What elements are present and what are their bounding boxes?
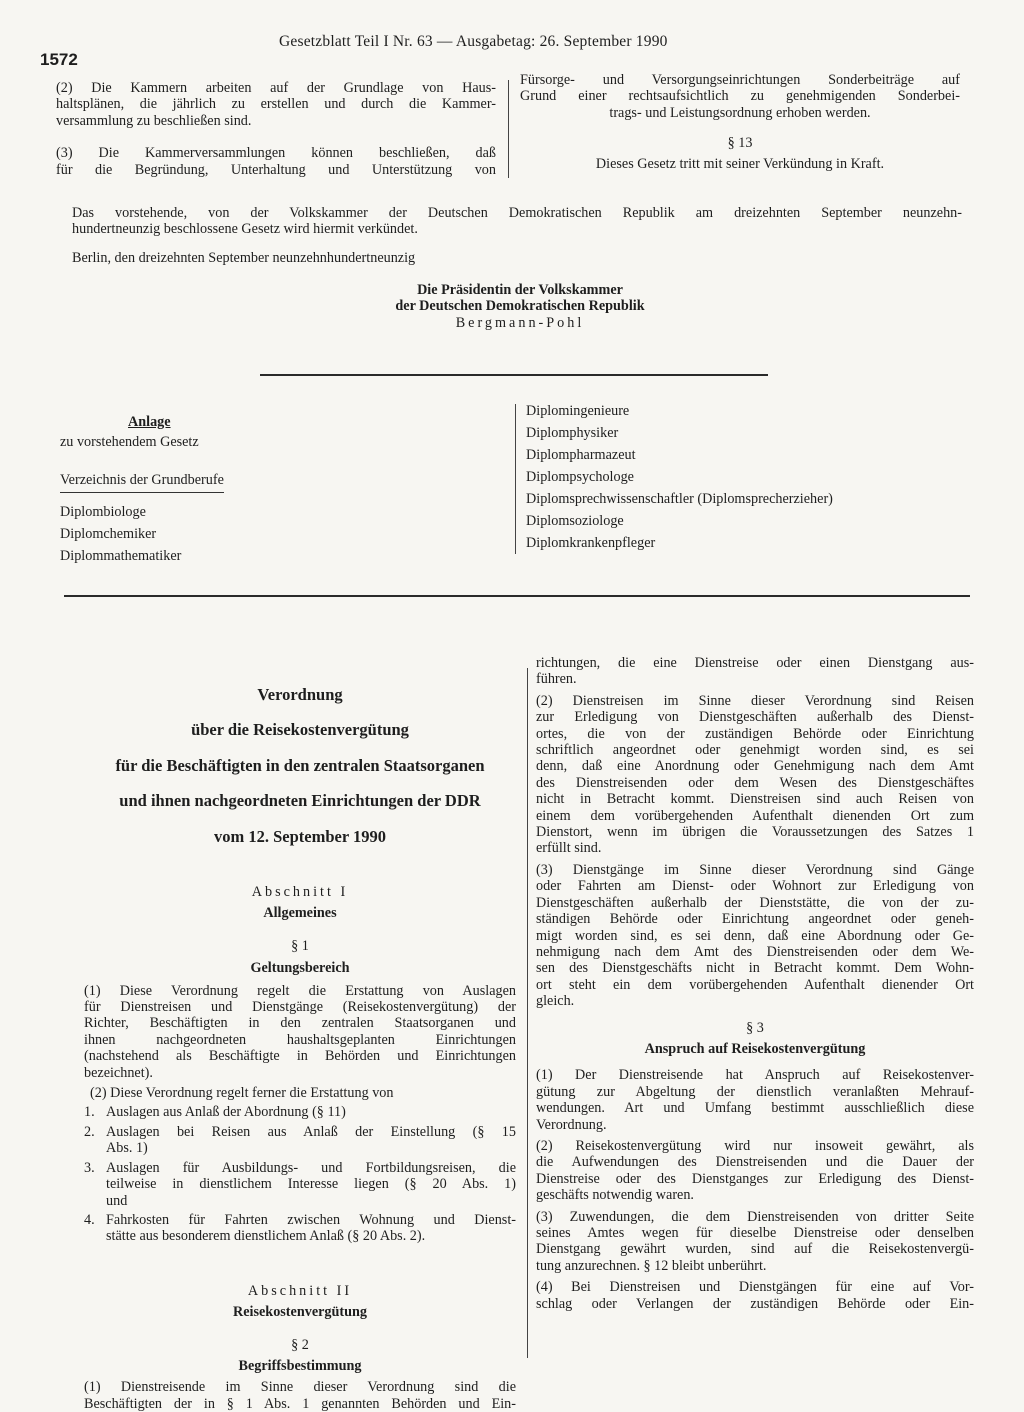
paragraph-line: Dienstreise oder des Dienstganges zur Erledigung des Dienst-	[536, 1170, 974, 1187]
paragraph-line: Richter, Beschäftigten in den zentralen Staatsorganen und	[84, 1015, 516, 1032]
title-line: und ihnen nachgeordneten Einrichtungen der DDR	[119, 791, 481, 810]
paragraph-line: (3) Dienstgänge im Sinne dieser Verordnung sind Gänge	[536, 861, 974, 878]
abschnitt-heading: Abschnitt I	[251, 884, 349, 900]
page-number: 1572	[40, 50, 78, 69]
promulgation-block	[72, 205, 962, 266]
paragraph-line: Dienstort, wenn im übrigen die Voraussetzungen des Satzes 1	[536, 824, 974, 841]
paragraph-line: (1) Dienstreisende im Sinne dieser Verordnung sind die	[84, 1379, 516, 1396]
section-heading: § 3	[746, 1019, 764, 1036]
title-line: über die Reisekostenvergütung	[191, 720, 409, 739]
paragraph-line: ihnen nachgeordneten haushaltsgeplanten Einrichtungen	[84, 1031, 516, 1048]
anlage-left	[60, 414, 500, 567]
occupation-item: Diplombiologe	[60, 504, 146, 521]
place-date: Berlin, den dreizehnten September neunzehnhundertneunzig	[72, 249, 416, 266]
list-number: 3.	[84, 1159, 95, 1176]
column-divider	[508, 80, 509, 178]
title-line: Verordnung	[257, 684, 343, 704]
paragraph-line: wendungen. Art und Umfang bestimmt ausschließlich diese	[536, 1100, 974, 1117]
paragraph-line: einem dem vorübergehenden Aufenthalt dienenden Ort zum	[536, 807, 974, 824]
list-line: stätte aus besonderem dienstlichem Anlaß (§ 20 Abs. 2).	[106, 1228, 426, 1245]
anlage-right	[526, 400, 986, 554]
paragraph-line: Dienstgang gewährt wurden, sind auf die Reisekostenvergü-	[536, 1241, 974, 1258]
page-header-title: Gesetzblatt Teil I Nr. 63 — Ausgabetag: 26. September 1990	[279, 33, 668, 50]
paragraph-line: geschäfts notwendig waren.	[536, 1187, 694, 1204]
list-item	[84, 1160, 516, 1209]
paragraph-line: des Dienstreisenden oder dem Wesen des Dienstgeschäftes	[536, 774, 974, 791]
verordnung-left-column	[84, 668, 516, 1412]
paragraph-line: tung anzurechnen. § 12 bleibt unberührt.	[536, 1257, 767, 1274]
abschnitt-heading: Abschnitt II	[247, 1282, 353, 1299]
paragraph-line: zur Erledigung von Dienstgeschäften außerhalb des Dienst-	[536, 709, 974, 726]
para-3-line: (3) Die Kammerversammlungen können beschließen, daß	[56, 145, 496, 162]
paragraph-line: (3) Zuwendungen, die dem Dienstreisenden von dritter Seite	[536, 1208, 974, 1225]
promulgation-line: hundertneunzig beschlossene Gesetz wird hiermit verkündet.	[72, 221, 418, 238]
paragraph-line: führen.	[536, 671, 577, 688]
paragraph-line: gleich.	[536, 993, 575, 1010]
para-2-line: haltsplänen, die jährlich zu erstellen und durch die Kammer-	[56, 96, 496, 113]
abschnitt-title: Allgemeines	[263, 905, 337, 922]
paragraph-line: (1) Diese Verordnung regelt die Erstattung von Auslagen	[84, 982, 516, 999]
column-divider	[515, 404, 516, 554]
paragraph-line: (2) Reisekostenvergütung wird nur insoweit gewährt, als	[536, 1137, 974, 1154]
grundberufe-title: Verzeichnis der Grundberufe	[60, 472, 224, 493]
right-line: Fürsorge- und Versorgungseinrichtungen Sonderbeiträge auf	[520, 72, 960, 88]
paragraph-line: schriftlich angeordnet oder genehmigt worden sind, es sei	[536, 742, 974, 759]
paragraph-line: Dienstgeschäften außerhalb der Dienststätte, die von der zu-	[536, 894, 974, 911]
section-divider	[64, 595, 970, 597]
paragraph-line: Beschäftigten der in § 1 Abs. 1 genannten Behörden und Ein-	[84, 1395, 516, 1412]
section-title: Geltungsbereich	[250, 960, 350, 977]
list-line: Auslagen bei Reisen aus Anlaß der Einstellung (§ 15	[106, 1123, 516, 1140]
list-number: 4.	[84, 1211, 95, 1228]
paragraph-line: seines Amtes wegen für dieselbe Dienstreise oder denselben	[536, 1225, 974, 1241]
list-line: Auslagen für Ausbildungs- und Fortbildungsreisen, die	[106, 1159, 516, 1176]
promulgation-line: Das vorstehende, von der Volkskammer der Deutschen Demokratischen Republik am dreizehnten September neunzehn-	[72, 205, 962, 221]
list-number: 2.	[84, 1123, 95, 1140]
list-line: Fahrkosten für Fahrten zwischen Wohnung und Dienst-	[106, 1211, 516, 1228]
paragraph-line: sen des Dienstgeschäfts nicht in Betracht kommt. Dem Wohn-	[536, 960, 974, 977]
list-item	[84, 1124, 516, 1157]
occupation-item: Diplommathematiker	[60, 548, 182, 565]
paragraph-line: denn, daß eine Anordnung oder Genehmigung nach dem Amt	[536, 758, 974, 775]
section-heading: § 1	[291, 937, 309, 954]
anlage-subtitle: zu vorstehendem Gesetz	[60, 434, 199, 451]
paragraph-line: Verordnung.	[536, 1116, 607, 1133]
paragraph-line: ständigen Behörde oder Einrichtung angeordnet oder geneh-	[536, 911, 974, 928]
paragraph-line: gütung zur Abgeltung der dienstlich veranlaßten Mehrauf-	[536, 1083, 974, 1100]
paragraph-line: für Dienstreisen und Dienstgänge (Reisekostenvergütung) der	[84, 999, 516, 1016]
list-item	[84, 1104, 516, 1120]
paragraph-line: (2) Dienstreisen im Sinne dieser Verordnung sind Reisen	[536, 692, 974, 709]
right-line: Grund einer rechtsaufsichtlich zu genehmigenden Sonderbei-	[520, 88, 960, 105]
para-3-line: für die Begründung, Unterhaltung und Unterstützung von	[56, 161, 496, 178]
section-13-heading: § 13	[727, 135, 753, 152]
paragraph-line: schlag oder Verlangen der zuständigen Behörde oder Ein-	[536, 1295, 974, 1312]
signatory-name: Bergmann-Pohl	[455, 314, 585, 331]
paragraph-line: nicht in Betracht kommt. Dienstreisen sind auch Reisen von	[536, 791, 974, 808]
title-line: für die Beschäftigten in den zentralen Staatsorganen	[115, 755, 485, 775]
list-item	[84, 1212, 516, 1245]
top-right-column	[520, 72, 960, 172]
paragraph-line: die Aufwendungen des Dienstreisenden und die Dauer der	[536, 1154, 974, 1171]
anlage-title: Anlage	[128, 414, 171, 430]
paragraph-line: (2) Diese Verordnung regelt ferner die Erstattung von	[90, 1085, 394, 1102]
column-divider	[527, 668, 528, 1358]
paragraph-line: ortes, die von der zuständigen Behörde oder Einrichtung	[536, 725, 974, 742]
list-line: Abs. 1)	[106, 1140, 148, 1157]
section-heading: § 2	[291, 1336, 309, 1353]
paragraph-line: migt worden sind, es sei denn, daß eine Abordnung oder Ge-	[536, 927, 974, 944]
paragraph-line: (1) Der Dienstreisende hat Anspruch auf Reisekostenver-	[536, 1067, 974, 1084]
section-title: Begriffsbestimmung	[238, 1357, 362, 1374]
paragraph-line: oder Fahrten am Dienst- oder Wohnort zur Erledigung von	[536, 878, 974, 895]
para-2-line: (2) Die Kammern arbeiten auf der Grundlage von Haus-	[56, 80, 496, 96]
signatory-title: Die Präsidentin der Volkskammer	[417, 282, 623, 298]
occupation-item: Diplomsoziologe	[526, 513, 624, 529]
paragraph-line: nehmigung nach dem Amt des Dienstreisenden oder dem We-	[536, 943, 974, 960]
abschnitt-title: Reisekostenvergütung	[233, 1304, 367, 1321]
paragraph-line: richtungen, die eine Dienstreise oder einen Dienstgang aus-	[536, 655, 974, 671]
top-left-column	[56, 80, 496, 178]
list-line: und	[106, 1192, 128, 1209]
paragraph-line: erfüllt sind.	[536, 840, 602, 857]
signature-block	[320, 282, 720, 331]
occupation-item: Diplomchemiker	[60, 526, 157, 543]
paragraph-line: (nachstehend als Beschäftigte in Behörden und Einrichtungen	[84, 1048, 516, 1065]
section-13-text: Dieses Gesetz tritt mit seiner Verkündung in Kraft.	[595, 155, 885, 172]
title-line: vom 12. September 1990	[213, 826, 386, 846]
paragraph-line: ort steht ein dem vorübergehenden Aufenthalt dienender Ort	[536, 976, 974, 993]
occupation-item: Diplomphysiker	[526, 425, 619, 441]
occupation-item: Diplompharmazeut	[526, 447, 636, 463]
signatory-title: der Deutschen Demokratischen Republik	[395, 298, 645, 315]
right-line: trags- und Leistungsordnung erhoben werden.	[609, 104, 871, 121]
list-line: Auslagen aus Anlaß der Abordnung (§ 11)	[106, 1104, 346, 1121]
para-2-line: versammlung zu beschließen sind.	[56, 112, 252, 129]
section-divider	[260, 374, 768, 376]
occupation-item: Diplompsychologe	[526, 469, 634, 485]
paragraph-line: bezeichnet).	[84, 1064, 153, 1081]
occupation-item: Diplomingenieure	[526, 403, 630, 419]
occupation-item: Diplomkrankenpfleger	[526, 535, 656, 551]
list-line: teilweise in dienstlichem Interesse liegen (§ 20 Abs. 1)	[106, 1176, 516, 1193]
verordnung-title	[84, 685, 516, 846]
verordnung-right-column	[536, 655, 974, 1312]
list-number: 1.	[84, 1104, 95, 1121]
paragraph-line: (4) Bei Dienstreisen und Dienstgängen für eine auf Vor-	[536, 1279, 974, 1296]
occupation-item: Diplomsprechwissenschaftler (Diplomsprecherzieher)	[526, 491, 833, 507]
section-title: Anspruch auf Reisekostenvergütung	[644, 1040, 866, 1057]
